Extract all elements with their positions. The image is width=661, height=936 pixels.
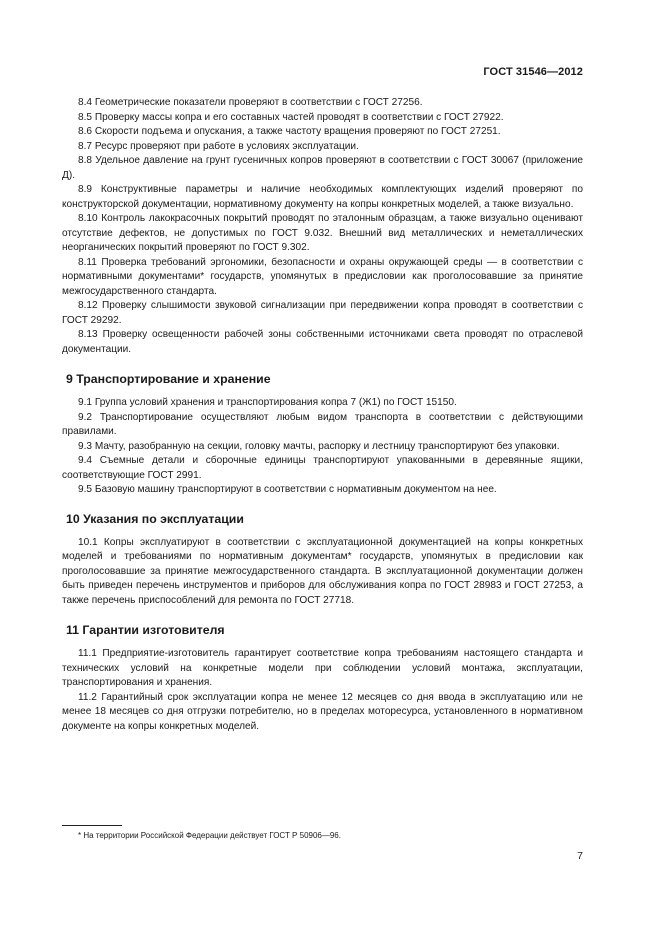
paragraph-9-5: 9.5 Базовую машину транспортируют в соответствии с нормативным документом на нее.	[78, 484, 497, 495]
page-content	[62, 96, 583, 734]
section-10	[62, 536, 583, 609]
paragraph-8-12: 8.12 Проверку слышимости звуковой сигнализации при передвижении копра проводят в соответствии с ГОСТ 29292.	[62, 300, 583, 326]
document-code: ГОСТ 31546—2012	[483, 66, 583, 78]
paragraph-11-2: 11.2 Гарантийный срок эксплуатации копра не менее 12 месяцев со дня ввода в эксплуатацию или не менее 18 месяцев со дня отгрузки потребителю, но в пределах моторесурса, установленного в нормативном документе на копры конкретных моделей.	[62, 691, 583, 732]
paragraph-8-11: 8.11 Проверка требований эргономики, безопасности и охраны окружающей среды — в соответствии с нормативными документами* государств, упомянутых в предисловии как проголосовавшие за принятие межгосударственного стандарта.	[62, 256, 583, 297]
section-11	[62, 647, 583, 734]
section-9-heading: 9 Транспортирование и хранение	[66, 372, 271, 386]
paragraph-9-1: 9.1 Группа условий хранения и транспортирования копра 7 (Ж1) по ГОСТ 15150.	[78, 397, 457, 408]
section-9	[62, 396, 583, 498]
section-8	[62, 96, 583, 357]
paragraph-8-7: 8.7 Ресурс проверяют при работе в условиях эксплуатации.	[78, 140, 359, 152]
paragraph-10-1: 10.1 Копры эксплуатируют в соответствии с эксплуатационной документацией на копры конкретных моделей и требованиями по нормативным документам* государств, упомянутых в предисловии как проголосовавшие за принятие межгосударственного стандарта. В эксплуатационной документации должен быть приведен перечень инструментов и приборов для обслуживания копра по ГОСТ 28983 и ГОСТ 27253, а также перечень приспособлений для ремонта по ГОСТ 27718.	[62, 536, 583, 606]
section-11-heading: 11 Гарантии изготовителя	[66, 623, 225, 637]
paragraph-9-4: 9.4 Съемные детали и сборочные единицы транспортируют упакованными в деревянные ящики, соответствующие ГОСТ 2991.	[62, 455, 583, 481]
paragraph-8-9: 8.9 Конструктивные параметры и наличие необходимых комплектующих изделий проверяют по конструкторской документации, нормативному документу на копры конкретных моделей, а также визуально.	[62, 184, 583, 210]
paragraph-8-8: 8.8 Удельное давление на грунт гусеничных копров проверяют в соответствии с ГОСТ 30067 (приложение Д).	[62, 155, 583, 181]
footnote-divider	[62, 825, 122, 826]
paragraph-9-2: 9.2 Транспортирование осуществляют любым видом транспорта в соответствии с действующими правилами.	[62, 411, 583, 437]
section-10-heading: 10 Указания по эксплуатации	[66, 511, 244, 526]
paragraph-8-4: 8.4 Геометрические показатели проверяют в соответствии с ГОСТ 27256.	[78, 97, 423, 108]
paragraph-8-10: 8.10 Контроль лакокрасочных покрытий проводят по эталонным образцам, а также визуально оценивают отсутствие дефектов, не допустимых по ГОСТ 9.032. Внешний вид металлических и неметаллических неорганических покрытий проверяют по ГОСТ 9.302.	[62, 213, 583, 253]
page-number: 7	[577, 850, 583, 862]
paragraph-11-1: 11.1 Предприятие-изготовитель гарантирует соответствие копра требованиям настоящего стандарта и технических условий на конкретные модели при соблюдении условий монтажа, эксплуатации, транспортирования и хранения.	[62, 648, 583, 688]
footnote: * На территории Российской Федерации действует ГОСТ Р 50906—96.	[78, 831, 341, 840]
paragraph-9-3: 9.3 Мачту, разобранную на секции, головку мачты, распорку и лестницу транспортируют без упаковки.	[78, 440, 560, 452]
paragraph-8-5: 8.5 Проверку массы копра и его составных частей проводят в соответствии с ГОСТ 27922.	[78, 111, 504, 123]
paragraph-8-13: 8.13 Проверку освещенности рабочей зоны собственными источниками света проводят по отраслевой документации.	[62, 329, 583, 355]
paragraph-8-6: 8.6 Скорости подъема и опускания, а также частоту вращения проверяют по ГОСТ 27251.	[78, 126, 501, 137]
